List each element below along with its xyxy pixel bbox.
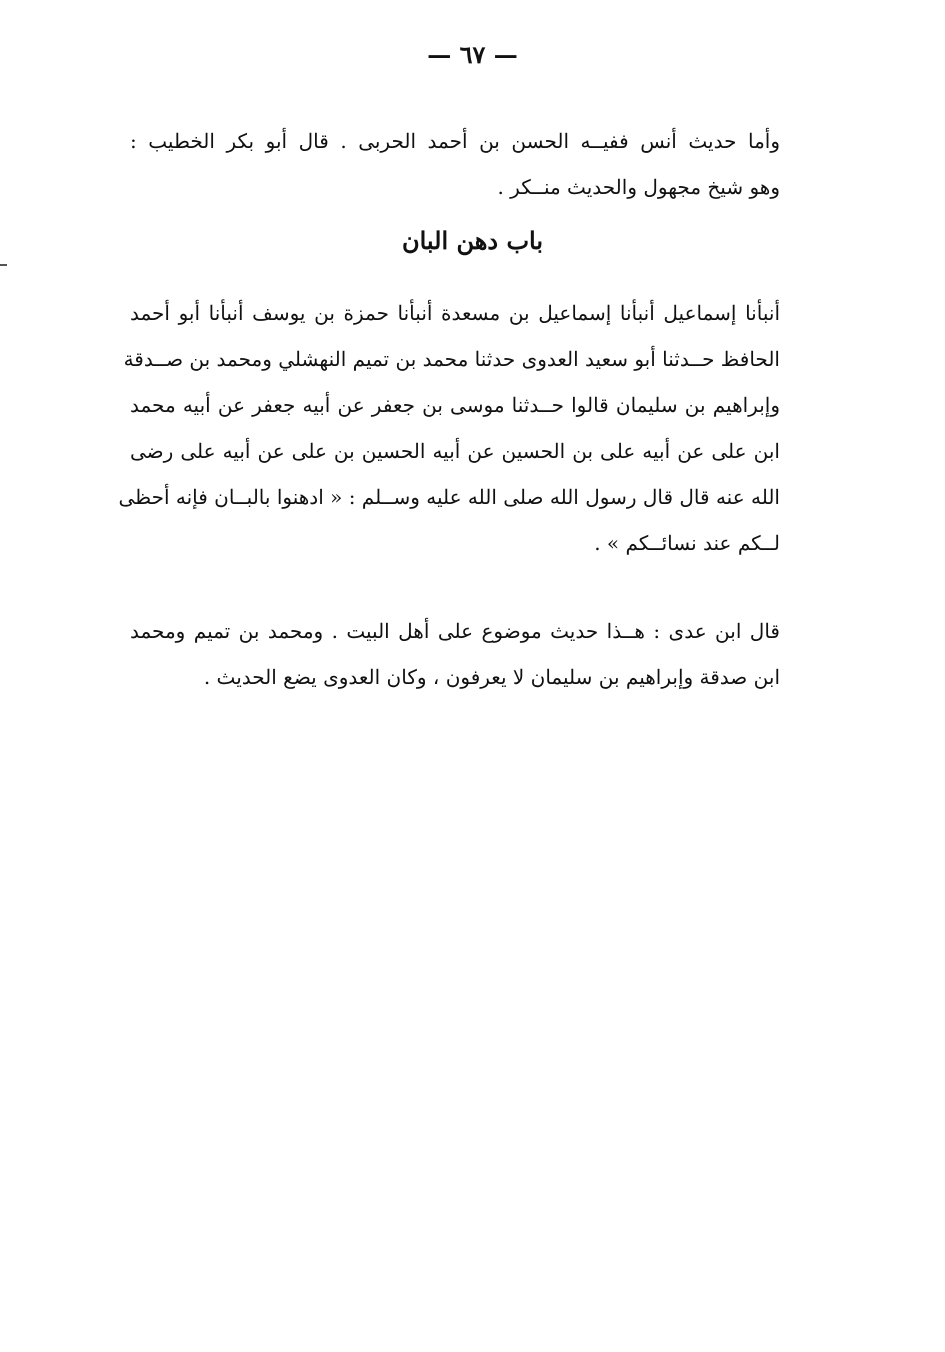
page-number: — ٦٧ — — [427, 40, 518, 69]
paragraph-line: الحافظ حــدثنا أبو سعيد العدوى حدثنا محمد بن تميم النهشلي ومحمد بن صــدقة — [123, 347, 780, 371]
paragraph-line: ابن صدقة وإبراهيم بن سليمان لا يعرفون ، وكان العدوى يضع الحديث . — [203, 665, 780, 689]
paragraph-2 — [118, 290, 780, 566]
paragraph-1 — [130, 118, 780, 210]
paragraph-3 — [130, 608, 780, 700]
paragraph-line: وأما حديث أنس ففيــه الحسن بن أحمد الحربى . قال أبو بكر الخطيب : — [130, 129, 780, 153]
paragraph-line: وإبراهيم بن سليمان قالوا حــدثنا موسى بن جعفر عن أبيه جعفر عن أبيه محمد — [130, 393, 780, 417]
paragraph-line: وهو شيخ مجهول والحديث منــكر . — [497, 175, 780, 199]
paragraph-line: لــكم عند نسائــكم » . — [594, 531, 780, 555]
section-heading: باب دهن البان — [401, 226, 544, 255]
paragraph-line: قال ابن عدى : هــذا حديث موضوع على أهل البيت . ومحمد بن تميم ومحمد — [130, 619, 780, 643]
margin-mark — [0, 264, 7, 266]
paragraph-line: ابن على عن أبيه على بن الحسين عن أبيه الحسين بن على عن أبيه على رضى — [130, 439, 780, 463]
paragraph-line: أنبأنا إسماعيل أنبأنا إسماعيل بن مسعدة أنبأنا حمزة بن يوسف أنبأنا أبو أحمد — [130, 301, 780, 325]
paragraph-line: الله عنه قال قال رسول الله صلى الله عليه وســلم : « ادهنوا بالبــان فإنه أحظى — [118, 485, 780, 509]
